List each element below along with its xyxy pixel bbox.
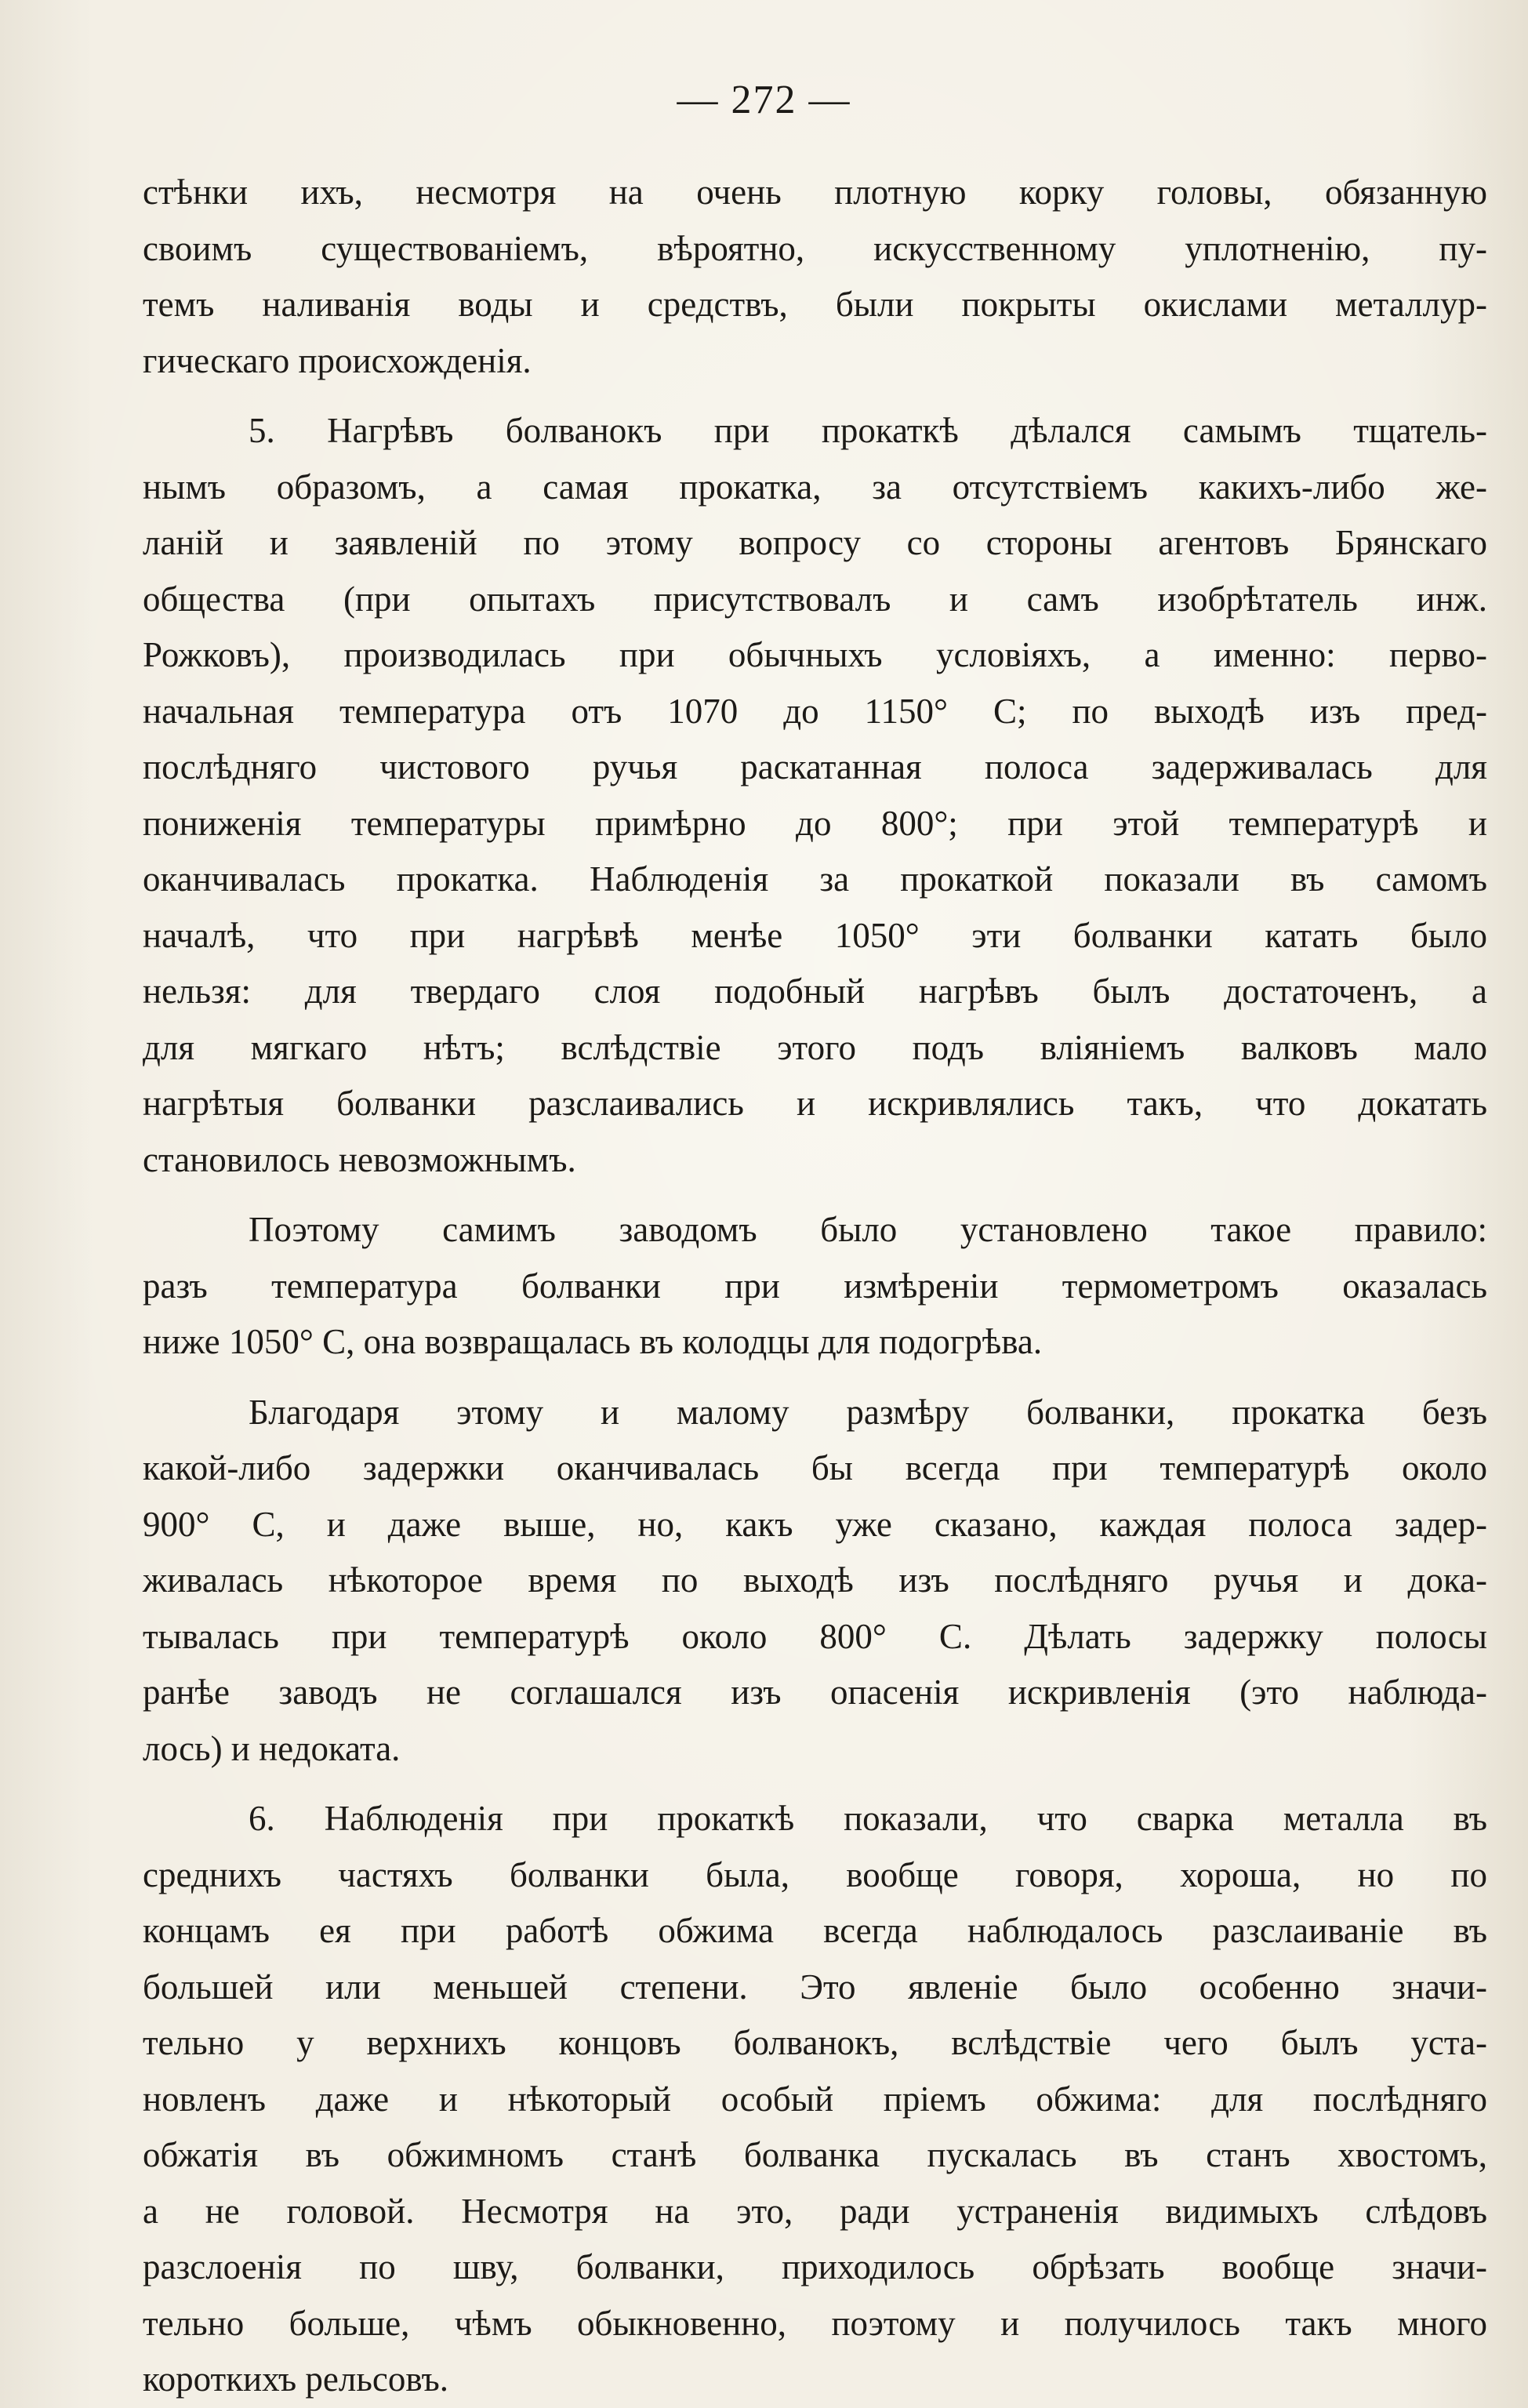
text-line: Благодаря этому и малому размѣру болванки, прокатка безъ — [249, 1392, 1487, 1432]
text-line: пониженія температуры примѣрно до 800°; при этой температурѣ и — [143, 803, 1487, 843]
text-line: ланій и заявленій по этому вопросу со стороны агентовъ Брянскаго — [143, 523, 1487, 562]
text-line: начальная температура отъ 1070 до 1150° С; по выходѣ изъ пред- — [143, 691, 1487, 731]
text-line: Поэтому самимъ заводомъ было установлено такое правило: — [249, 1210, 1487, 1249]
text-line: Рожковъ), производилась при обычныхъ условіяхъ, а именно: перво- — [143, 635, 1487, 674]
text-line: новленъ даже и нѣкоторый особый пріемъ обжима: для послѣдняго — [143, 2079, 1487, 2119]
text-line: короткихъ рельсовъ. — [143, 2359, 448, 2399]
text-line: гическаго происхожденія. — [143, 340, 532, 380]
text-line: 6. Наблюденія при прокаткѣ показали, что сварка металла въ — [249, 1799, 1487, 1838]
text-line: оканчивалась прокатка. Наблюденія за прокаткой показали въ самомъ — [143, 859, 1487, 899]
text-line: стѣнки ихъ, несмотря на очень плотную корку головы, обязанную — [143, 173, 1487, 212]
text-line: нымъ образомъ, а самая прокатка, за отсутствіемъ какихъ-либо же- — [143, 467, 1487, 507]
text-line: началѣ, что при нагрѣвѣ менѣе 1050° эти болванки катать было — [143, 915, 1487, 955]
text-line: тывалась при температурѣ около 800° С. Дѣлать задержку полосы — [143, 1616, 1487, 1656]
text-line: ранѣе заводъ не соглашался изъ опасенія искривленія (это наблюда- — [143, 1673, 1487, 1712]
text-line: для мягкаго нѣтъ; вслѣдствіе этого подъ вліяніемъ валковъ мало — [143, 1027, 1487, 1067]
text-line: 900° С, и даже выше, но, какъ уже сказано, каждая полоса задер- — [143, 1504, 1487, 1544]
text-line: 5. Нагрѣвъ болванокъ при прокаткѣ дѣлался самымъ тщатель- — [249, 411, 1487, 450]
text-line: тельно больше, чѣмъ обыкновенно, поэтому и получилось такъ много — [143, 2303, 1487, 2343]
text-line: разъ температура болванки при измѣреніи термометромъ оказалась — [143, 1266, 1487, 1306]
text-line: какой-либо задержки оканчивалась бы всегда при температурѣ около — [143, 1448, 1487, 1487]
text-line: нельзя: для твердаго слоя подобный нагрѣвъ былъ достаточенъ, а — [143, 972, 1487, 1011]
text-line: своимъ существованіемъ, вѣроятно, искусственному уплотненію, пу- — [143, 228, 1487, 268]
text-line: нагрѣтыя болванки разслаивались и искривлялись такъ, что докатать — [143, 1084, 1487, 1123]
text-line: среднихъ частяхъ болванки была, вообще говоря, хороша, но по — [143, 1854, 1487, 1894]
body-text — [143, 165, 1487, 2408]
text-line: лось) и недоката. — [143, 1728, 401, 1768]
page-number: — 272 — — [677, 78, 851, 122]
paragraph — [143, 403, 1487, 1188]
paragraph — [143, 165, 1487, 389]
text-line: концамъ ея при работѣ обжима всегда наблюдалось разслаиваніе въ — [143, 1911, 1487, 1950]
text-line: тельно у верхнихъ концовъ болванокъ, вслѣдствіе чего былъ уста- — [143, 2023, 1487, 2062]
text-line: большей или меньшей степени. Это явленіе было особенно значи- — [143, 1967, 1487, 2007]
text-line: темъ наливанія воды и средствъ, были покрыты окислами металлур- — [143, 285, 1487, 324]
text-line: общества (при опытахъ присутствовалъ и самъ изобрѣтатель инж. — [143, 579, 1487, 619]
text-line: становилось невозможнымъ. — [143, 1139, 576, 1179]
paragraph — [143, 1202, 1487, 1371]
text-line: а не головой. Несмотря на это, ради устраненія видимыхъ слѣдовъ — [143, 2191, 1487, 2231]
text-line: послѣдняго чистового ручья раскатанная полоса задерживалась для — [143, 747, 1487, 786]
text-line: живалась нѣкоторое время по выходѣ изъ послѣдняго ручья и дока- — [143, 1560, 1487, 1600]
text-line: обжатія въ обжимномъ станѣ болванка пускалась въ станъ хвостомъ, — [143, 2135, 1487, 2174]
paragraph — [143, 1385, 1487, 1778]
text-line: ниже 1050° С, она возвращалась въ колодцы для подогрѣва. — [143, 1322, 1043, 1361]
paragraph — [143, 1791, 1487, 2408]
text-line: разслоенія по шву, болванки, приходилось обрѣзать вообще значи- — [143, 2247, 1487, 2286]
